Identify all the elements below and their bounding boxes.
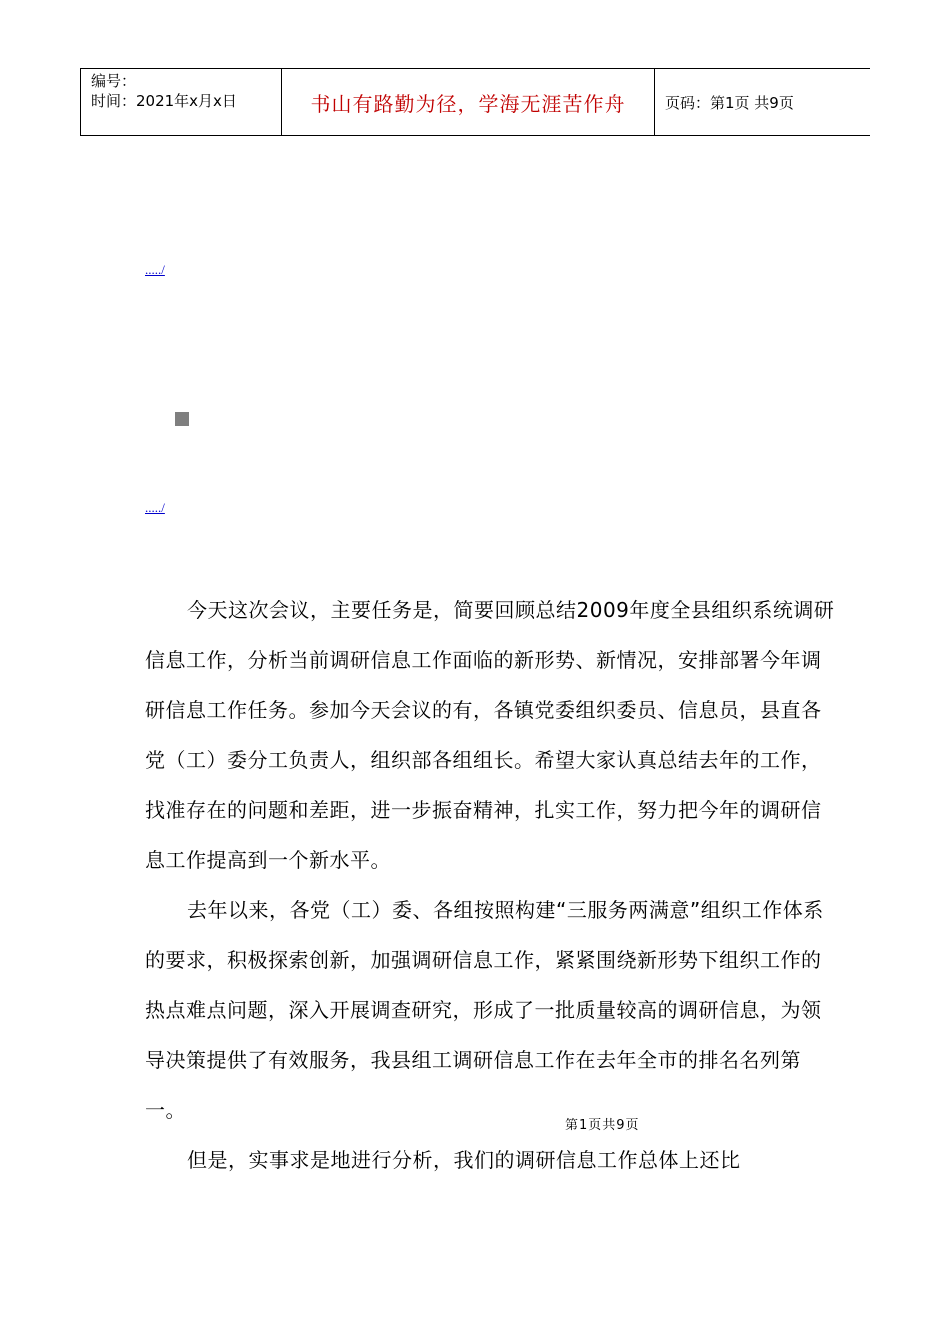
link-bottom[interactable]: ...../ (145, 500, 165, 515)
header-table (80, 68, 870, 136)
page-footer: 第1页共9页 (565, 1114, 640, 1133)
paragraph-2: 去年以来，各党（工）委、各组按照构建“三服务两满意”组织工作体系的要求，积极探索创新，加强调研信息工作，紧紧围绕新形势下组织工作的热点难点问题，深入开展调查研究，形成了一批质量较高的调研信息，为领导决策提供了有效服务，我县组工调研信息工作在去年全市的排名名列第一。 (145, 898, 824, 1122)
link-top[interactable]: ...../ (145, 262, 165, 277)
document-body (145, 585, 835, 1185)
header-meta-cell (81, 69, 282, 135)
time-label: 时间：2021年x月x日 (91, 92, 237, 110)
gray-square-icon (175, 412, 189, 426)
page-info-cell (655, 69, 870, 135)
paragraph-3: 但是，实事求是地进行分析，我们的调研信息工作总体上还比 (187, 1148, 741, 1172)
motto-cell (282, 69, 655, 135)
motto-text: 书山有路勤为径，学海无涯苦作舟 (310, 91, 626, 116)
paragraph-1: 今天这次会议，主要任务是，简要回顾总结2009年度全县组织系统调研信息工作，分析当前调研信息工作面临的新形势、新情况，安排部署今年调研信息工作任务。参加今天会议的有，各镇党委组织委员、信息员，县直各党（工）委分工负责人，组织部各组组长。希望大家认真总结去年的工作，找准存在的问题和差距，进一步振奋精神，扎实工作，努力把今年的调研信息工作提高到一个新水平。 (145, 598, 835, 872)
page-info-text: 页码：第1页 共9页 (665, 93, 794, 112)
serial-number-label: 编号： (91, 72, 137, 90)
